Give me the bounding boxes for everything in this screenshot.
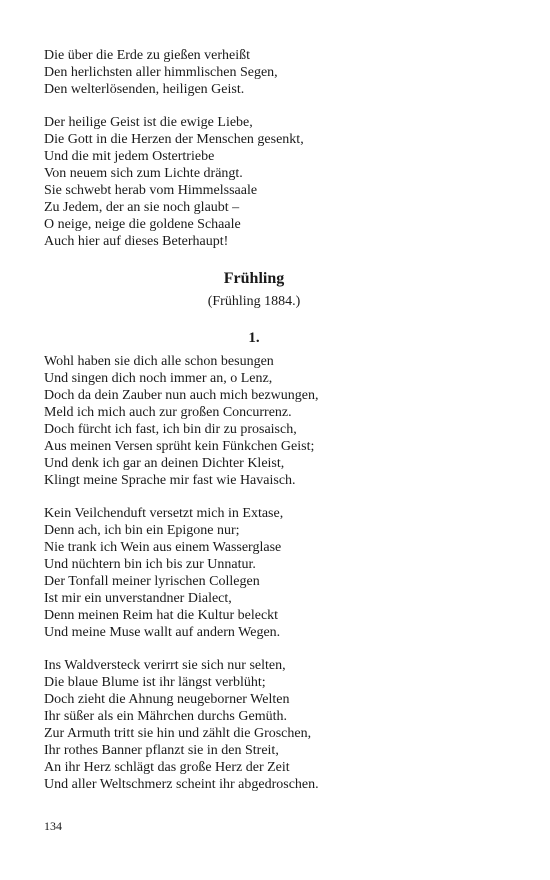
poem-line: Denn ach, ich bin ein Epigone nur;: [44, 523, 240, 538]
poem-line: Die blaue Blume ist ihr längst verblüht;: [44, 675, 266, 690]
poem-line: Ist mir ein unverstandner Dialect,: [44, 591, 232, 606]
poem-line: Und aller Weltschmerz scheint ihr abgedroschen.: [44, 777, 319, 792]
poem-line: Der heilige Geist ist die ewige Liebe,: [44, 115, 253, 130]
intro-stanza-2: [44, 114, 464, 250]
section-title: Frühling: [223, 270, 285, 287]
poem-line: Und nüchtern bin ich bis zur Unnatur.: [44, 557, 256, 572]
poem-line: Zur Armuth tritt sie hin und zählt die Groschen,: [44, 726, 312, 741]
page-body: [44, 47, 464, 809]
poem-line: Zu Jedem, der an sie noch glaubt –: [44, 200, 240, 215]
section-subtitle: (Frühling 1884.): [207, 294, 301, 309]
poem-line: Und denk ich gar an deinen Dichter Kleist,: [44, 456, 285, 471]
poem-line: Und die mit jedem Ostertriebe: [44, 149, 215, 164]
intro-stanza-1: [44, 47, 464, 98]
poem-line: Ihr rothes Banner pflanzt sie in den Streit,: [44, 743, 279, 758]
poem-line: An ihr Herz schlägt das große Herz der Zeit: [44, 760, 290, 775]
poem-line: Denn meinen Reim hat die Kultur beleckt: [44, 608, 279, 623]
poem-line: Sie schwebt herab vom Himmelssaale: [44, 183, 258, 198]
poem-stanza-2: [44, 505, 464, 641]
poem-line: Nie trank ich Wein aus einem Wasserglase: [44, 540, 282, 555]
poem-line: Den welterlösenden, heiligen Geist.: [44, 82, 245, 97]
poem-line: Klingt meine Sprache mir fast wie Havaisch.: [44, 473, 296, 488]
poem-stanza-3: [44, 657, 464, 793]
poem-line: Und meine Muse wallt auf andern Wegen.: [44, 625, 281, 640]
poem-line: Ins Waldversteck verirrt sie sich nur selten,: [44, 658, 286, 673]
page-number: 134: [44, 819, 62, 833]
poem-line: Und singen dich noch immer an, o Lenz,: [44, 371, 273, 386]
poem-line: Kein Veilchenduft versetzt mich in Extase,: [44, 506, 284, 521]
poem-line: Von neuem sich zum Lichte drängt.: [44, 166, 243, 181]
poem-number: 1.: [248, 330, 260, 346]
poem-line: O neige, neige die goldene Schaale: [44, 217, 241, 232]
poem-line: Doch zieht die Ahnung neugeborner Welten: [44, 692, 290, 707]
poem-line: Ihr süßer als ein Mährchen durchs Gemüth.: [44, 709, 287, 724]
poem-line: Der Tonfall meiner lyrischen Collegen: [44, 574, 260, 589]
poem-stanza-1: [44, 353, 464, 489]
poem-line: Die Gott in die Herzen der Menschen gesenkt,: [44, 132, 304, 147]
poem-line: Aus meinen Versen sprüht kein Fünkchen Geist;: [44, 439, 315, 454]
poem-line: Doch fürcht ich fast, ich bin dir zu prosaisch,: [44, 422, 297, 437]
poem-line: Wohl haben sie dich alle schon besungen: [44, 354, 274, 369]
poem-line: Auch hier auf dieses Beterhaupt!: [44, 234, 229, 249]
poem-line: Meld ich mich auch zur großen Concurrenz.: [44, 405, 292, 420]
poem-line: Den herlichsten aller himmlischen Segen,: [44, 65, 278, 80]
poem-line: Die über die Erde zu gießen verheißt: [44, 48, 251, 63]
poem-line: Doch da dein Zauber nun auch mich bezwungen,: [44, 388, 319, 403]
